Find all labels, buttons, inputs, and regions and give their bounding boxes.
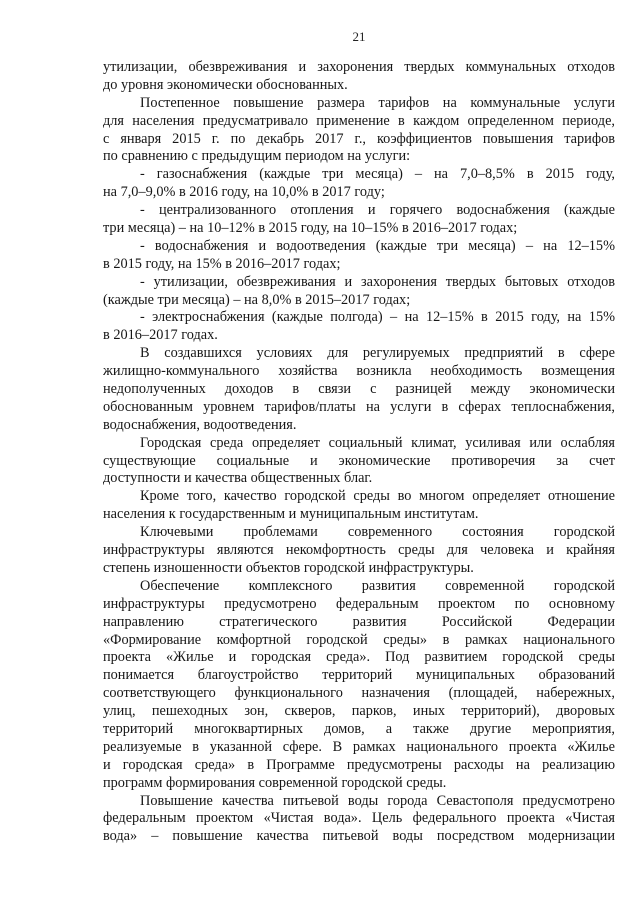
text-line: Постепенное повышение размера тарифов на коммунальные услуги [140, 94, 615, 111]
paragraph [103, 488, 615, 524]
text-line: «Формирование комфортной городской среды» в рамках национального [103, 631, 615, 648]
text-line: - газоснабжения (каждые три месяца) – на 7,0–8,5% в 2015 году, [140, 166, 615, 183]
list-item [103, 202, 615, 238]
text-line: программ формирования современной городской среды. [103, 774, 447, 791]
paragraph [103, 578, 615, 793]
text-line: инфраструктуры являются некомфортность среды для человека и крайняя [103, 542, 615, 559]
text-line: - централизованного отопления и горячего водоснабжения (каждые [140, 202, 615, 219]
text-line: с января 2015 г. по декабрь 2017 г., коэффициентов повышения тарифов [103, 130, 615, 147]
text-line: территорий многоквартирных домов, а также другие мероприятия, [103, 720, 615, 737]
text-line: проекта «Жилье и городская среда». Под развитием городской среды [103, 649, 615, 666]
text-line: до уровня экономически обоснованных. [103, 76, 348, 93]
text-line: в 2016–2017 годах. [103, 327, 218, 344]
text-line: федеральным проектом «Чистая вода». Цель федерального проекта «Чистая [103, 810, 615, 827]
text-line: вода» – повышение качества питьевой воды посредством модернизации [103, 828, 615, 845]
text-line: в 2015 году, на 15% в 2016–2017 годах; [103, 255, 341, 272]
text-line: и городская среда» в Программе предусмотрены расходы на реализацию [103, 756, 615, 773]
paragraph [103, 59, 615, 95]
list-item [103, 309, 615, 345]
text-line: существующие социальные и экономические противоречия за счет [103, 452, 615, 469]
text-line: доступности и качества общественных благ. [103, 470, 373, 487]
text-line: недополученных доходов в связи с разницей между экономически [103, 381, 615, 398]
text-line: соответствующего функционального назначения (площадей, набережных, [103, 685, 615, 702]
text-line: В создавшихся условиях для регулируемых предприятий в сфере [140, 345, 615, 362]
text-line: Повышение качества питьевой воды города Севастополя предусмотрено [140, 792, 615, 809]
text-line: водоснабжения, водоотведения. [103, 416, 297, 433]
paragraph [103, 524, 615, 578]
text-line: утилизации, обезвреживания и захоронения твердых коммунальных отходов [103, 59, 615, 75]
text-line: - водоснабжения и водоотведения (каждые три месяца) – на 12–15% [140, 237, 615, 254]
list-item [103, 274, 615, 310]
text-line: улиц, пешеходных зон, скверов, парков, иных территорий), дворовых [103, 703, 615, 720]
list-item [103, 238, 615, 274]
paragraph [103, 95, 615, 167]
text-line: на 7,0–9,0% в 2016 году, на 10,0% в 2017 году; [103, 184, 385, 201]
text-line: степень изношенности объектов городской инфраструктуры. [103, 559, 474, 576]
text-line: реализуемые в указанной сфере. В рамках национального проекта «Жилье [103, 738, 615, 755]
paragraph [103, 345, 615, 434]
list-item [103, 166, 615, 202]
text-line: - электроснабжения (каждые полгода) – на 12–15% в 2015 году, на 15% [140, 309, 615, 326]
text-line: Городская среда определяет социальный климат, усиливая или ослабляя [140, 434, 615, 451]
page-number: 21 [352, 29, 366, 44]
text-line: Ключевыми проблемами современного состояния городской [140, 524, 615, 541]
text-line: понимается благоустройство территорий муниципальных образований [103, 667, 615, 684]
text-line: жилищно-коммунального хозяйства возникла необходимость возмещения [103, 363, 615, 380]
text-line: по сравнению с предыдущим периодом на услуги: [103, 148, 411, 165]
text-line: три месяца) – на 10–12% в 2015 году, на 10–15% в 2016–2017 годах; [103, 220, 518, 237]
text-line: для населения предусматривало применение в каждом определенном периоде, [103, 112, 615, 129]
paragraph [103, 435, 615, 489]
text-line: населения к государственным и муниципальным институтам. [103, 506, 479, 523]
text-line: - утилизации, обезвреживания и захоронения твердых бытовых отходов [140, 273, 615, 290]
text-line: Кроме того, качество городской среды во многом определяет отношение [140, 488, 615, 505]
paragraph [103, 793, 615, 847]
text-line: (каждые три месяца) – на 8,0% в 2015–2017 годах; [103, 291, 411, 308]
document-body [103, 59, 615, 846]
text-line: Обеспечение комплексного развития современной городской [140, 577, 615, 594]
text-line: инфраструктуры предусмотрено федеральным проектом по основному [103, 595, 615, 612]
text-line: направлению стратегического развития Российской Федерации [103, 613, 615, 630]
text-line: обоснованным уровнем тарифов/платы на услуги в сферах теплоснабжения, [103, 398, 615, 415]
